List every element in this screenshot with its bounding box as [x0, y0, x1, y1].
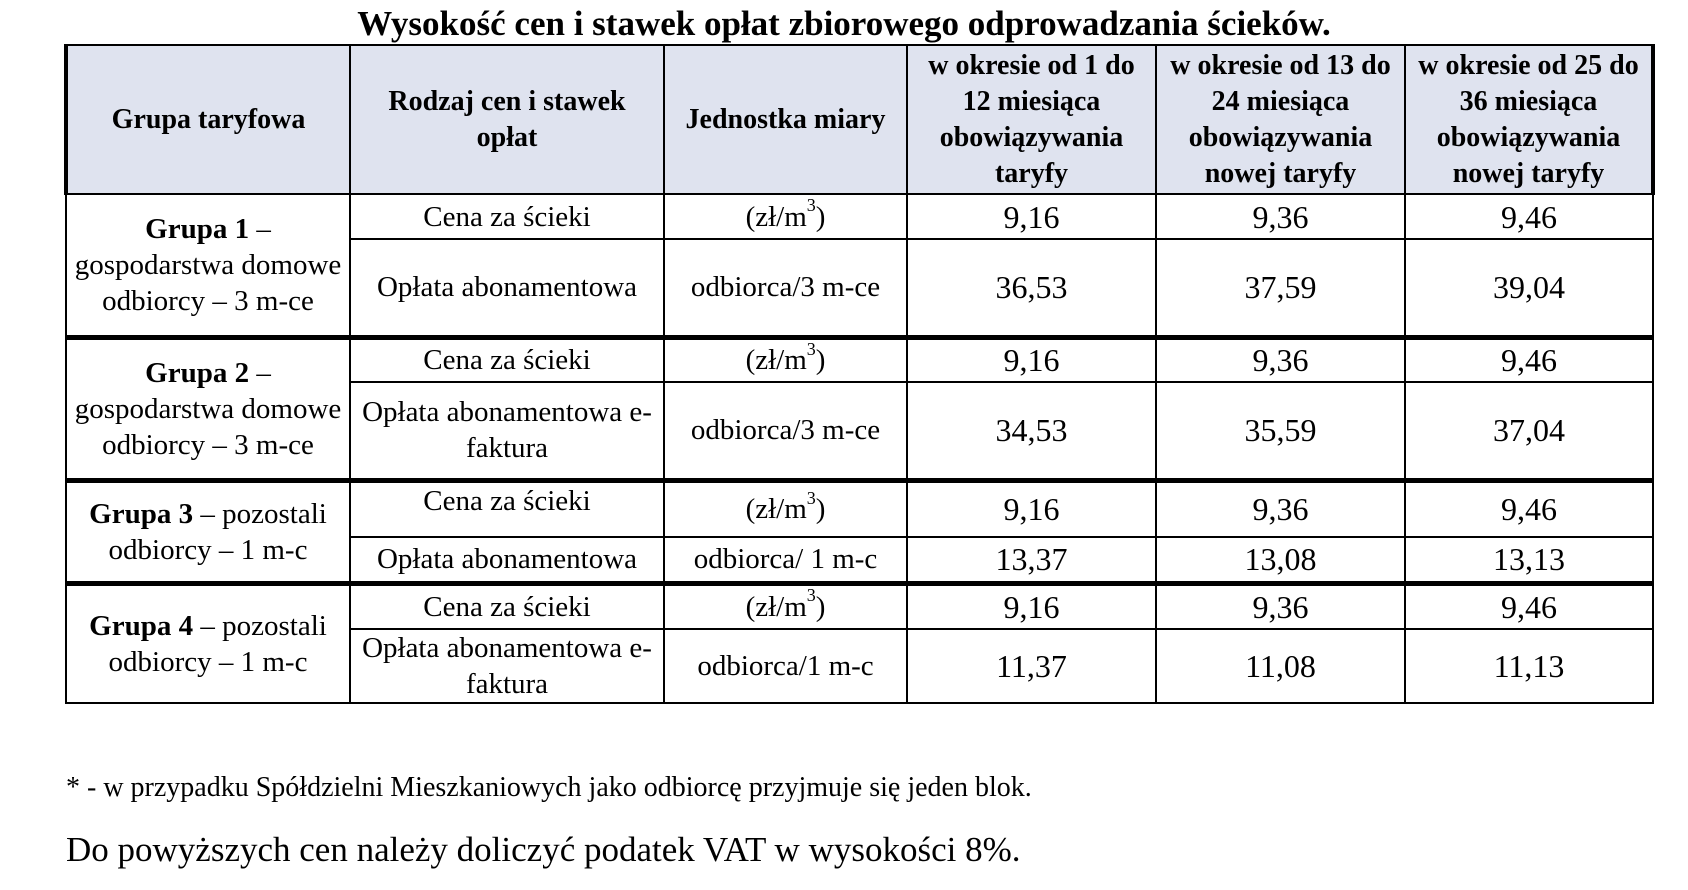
kind-cell: Opłata abonamentowa e-faktura: [350, 382, 664, 480]
vat-note: Do powyższych cen należy doliczyć podatek VAT w wysokości 8%.: [66, 830, 1021, 869]
unit-cell: odbiorca/3 m-ce: [664, 239, 907, 337]
group-desc: – pozostali odbiorcy – 1 m-c: [108, 609, 327, 678]
unit-text-end: ): [815, 200, 826, 233]
value-period-3: 13,13: [1405, 537, 1653, 583]
value-period-2: 9,36: [1156, 583, 1405, 629]
header-unit: Jednostka miary: [664, 45, 907, 194]
unit-text-end: ): [815, 590, 826, 623]
group-cell: [66, 194, 350, 337]
footnote: * - w przypadku Spółdzielni Mieszkaniowych jako odbiorcę przyjmuje się jeden blok.: [66, 772, 1032, 803]
group-name: Grupa 3: [89, 497, 194, 530]
group-cell: [66, 480, 350, 583]
header-period-3: w okresie od 25 do 36 miesiąca obowiązywania nowej taryfy: [1405, 45, 1653, 194]
value-period-1: 9,16: [907, 583, 1156, 629]
unit-superscript: 3: [806, 338, 816, 359]
value-period-1: 11,37: [907, 629, 1156, 703]
header-kind: Rodzaj cen i stawek opłat: [350, 45, 664, 194]
table-row: [66, 583, 1653, 629]
value-period-2: 35,59: [1156, 382, 1405, 480]
table-row: [66, 480, 1653, 537]
group-cell: [66, 337, 350, 480]
value-period-1: 34,53: [907, 382, 1156, 480]
kind-cell: Cena za ścieki: [350, 337, 664, 382]
kind-cell: Cena za ścieki: [350, 480, 664, 537]
value-period-1: 13,37: [907, 537, 1156, 583]
unit-text-end: ): [815, 344, 826, 377]
unit-cell: odbiorca/ 1 m-c: [664, 537, 907, 583]
value-period-2: 13,08: [1156, 537, 1405, 583]
value-period-1: 9,16: [907, 480, 1156, 537]
unit-text-end: ): [815, 493, 826, 526]
value-period-3: 39,04: [1405, 239, 1653, 337]
header-period-2: w okresie od 13 do 24 miesiąca obowiązywania nowej taryfy: [1156, 45, 1405, 194]
unit-text: (zł/m: [745, 344, 807, 377]
unit-cell: [664, 337, 907, 382]
unit-text: (zł/m: [745, 493, 807, 526]
table-row: [66, 194, 1653, 239]
group-cell: [66, 583, 350, 703]
tariff-table: [64, 44, 1655, 704]
value-period-1: 9,16: [907, 194, 1156, 239]
value-period-2: 9,36: [1156, 337, 1405, 382]
unit-cell: [664, 583, 907, 629]
unit-cell: [664, 194, 907, 239]
unit-superscript: 3: [806, 585, 816, 606]
unit-cell: odbiorca/1 m-c: [664, 629, 907, 703]
kind-cell: Opłata abonamentowa: [350, 537, 664, 583]
group-desc: – gospodarstwa domowe odbiorcy – 3 m-ce: [74, 356, 342, 461]
header-period-1: w okresie od 1 do 12 miesiąca obowiązywania taryfy: [907, 45, 1156, 194]
unit-text: (zł/m: [745, 200, 807, 233]
kind-cell: Cena za ścieki: [350, 194, 664, 239]
group-name: Grupa 1: [145, 212, 250, 245]
value-period-3: 37,04: [1405, 382, 1653, 480]
unit-superscript: 3: [806, 487, 816, 508]
kind-cell: Opłata abonamentowa e-faktura: [350, 629, 664, 703]
group-name: Grupa 4: [89, 609, 194, 642]
group-desc: – gospodarstwa domowe odbiorcy – 3 m-ce: [74, 212, 342, 317]
unit-cell: odbiorca/3 m-ce: [664, 382, 907, 480]
header-group: Grupa taryfowa: [66, 45, 350, 194]
value-period-2: 37,59: [1156, 239, 1405, 337]
group-desc: – pozostali odbiorcy – 1 m-c: [108, 497, 327, 566]
header-row: [66, 45, 1653, 194]
kind-cell: Cena za ścieki: [350, 583, 664, 629]
value-period-3: 9,46: [1405, 337, 1653, 382]
value-period-3: 11,13: [1405, 629, 1653, 703]
value-period-2: 9,36: [1156, 194, 1405, 239]
value-period-1: 9,16: [907, 337, 1156, 382]
unit-superscript: 3: [806, 194, 816, 215]
value-period-2: 11,08: [1156, 629, 1405, 703]
value-period-1: 36,53: [907, 239, 1156, 337]
value-period-3: 9,46: [1405, 480, 1653, 537]
value-period-3: 9,46: [1405, 583, 1653, 629]
value-period-2: 9,36: [1156, 480, 1405, 537]
unit-text: (zł/m: [745, 590, 807, 623]
table-row: [66, 337, 1653, 382]
group-name: Grupa 2: [145, 356, 250, 389]
value-period-3: 9,46: [1405, 194, 1653, 239]
kind-cell: Opłata abonamentowa: [350, 239, 664, 337]
unit-cell: [664, 480, 907, 537]
document-title: Wysokość cen i stawek opłat zbiorowego odprowadzania ścieków.: [357, 4, 1331, 43]
